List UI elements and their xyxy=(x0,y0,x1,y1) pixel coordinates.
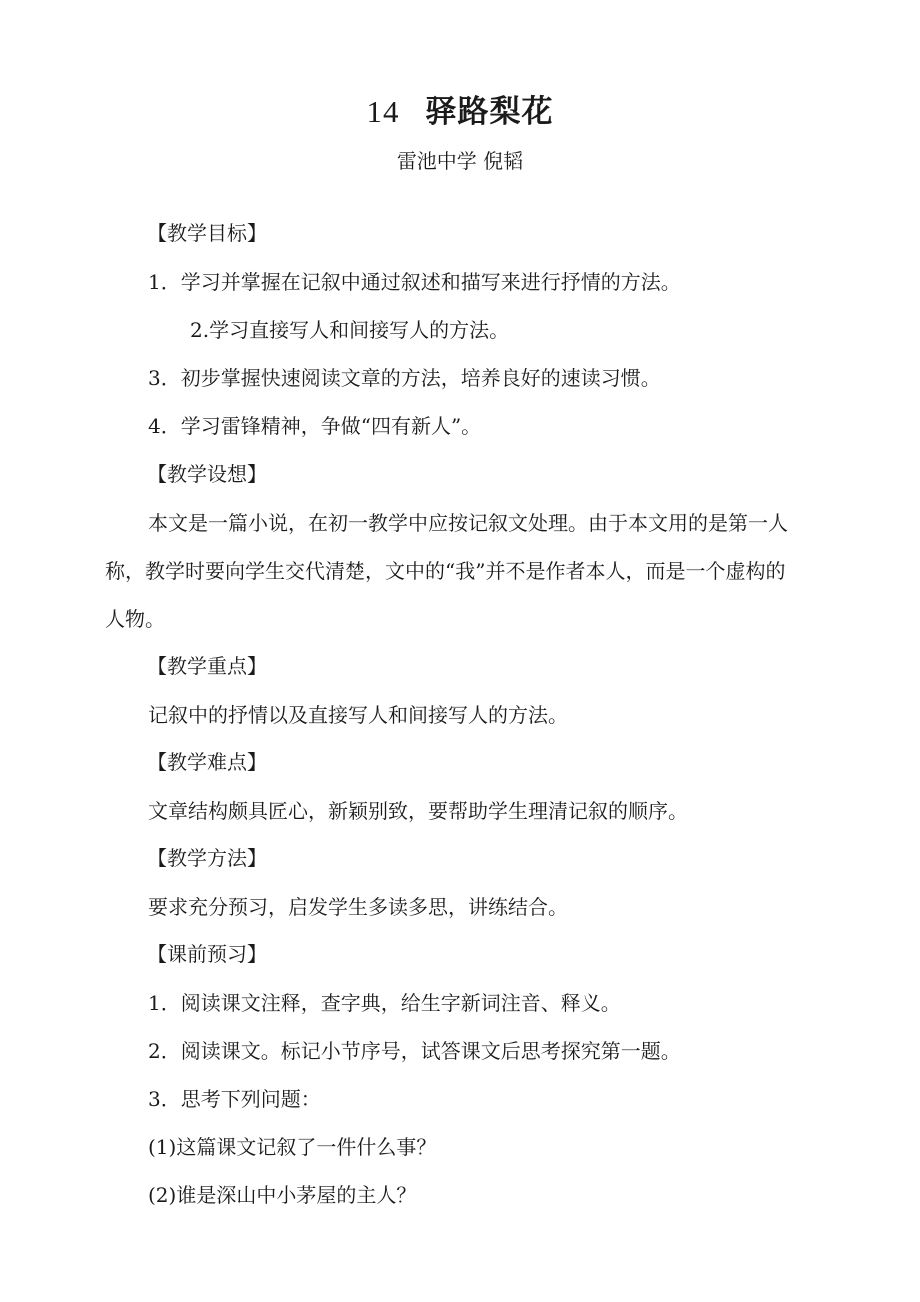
difficulty-heading: 【教学难点】 xyxy=(147,750,267,774)
key-text: 记叙中的抒情以及直接写人和间接写人的方法。 xyxy=(148,703,568,727)
design-heading: 【教学设想】 xyxy=(147,462,267,486)
design-paragraph: 本文是一篇小说，在初一教学中应按记叙文处理。由于本文用的是第一人称，教学时要向学生交代清楚，文中的“我”并不是作者本人，而是一个虚构的人物。 xyxy=(105,511,788,631)
page-title xyxy=(0,92,920,132)
goal-item-1: 1．学习并掌握在记叙中通过叙述和描写来进行抒情的方法。 xyxy=(148,270,681,294)
preview-question-2: (2)谁是深山中小茅屋的主人？ xyxy=(148,1183,417,1207)
lesson-title: 驿路梨花 xyxy=(425,94,554,130)
preview-item-1: 1．阅读课文注释，查字典，给生字新词注音、释义。 xyxy=(148,991,621,1015)
author-line: 雷池中学 倪韬 xyxy=(396,149,524,173)
key-heading: 【教学重点】 xyxy=(147,654,267,678)
difficulty-text: 文章结构颇具匠心，新颖别致，要帮助学生理清记叙的顺序。 xyxy=(148,799,688,823)
preview-question-1: (1)这篇课文记叙了一件什么事？ xyxy=(148,1135,437,1159)
goal-item-3: 3．初步掌握快速阅读文章的方法，培养良好的速读习惯。 xyxy=(148,366,661,390)
preview-heading: 【课前预习】 xyxy=(147,942,267,966)
lesson-number: 14 xyxy=(366,94,400,129)
goal-item-4: 4．学习雷锋精神，争做“四有新人”。 xyxy=(148,414,482,438)
method-text: 要求充分预习，启发学生多读多思，讲练结合。 xyxy=(148,895,568,919)
method-heading: 【教学方法】 xyxy=(147,846,267,870)
preview-item-3: 3．思考下列问题： xyxy=(148,1087,321,1111)
goal-item-2: 2.学习直接写人和间接写人的方法。 xyxy=(190,318,510,342)
goals-heading: 【教学目标】 xyxy=(147,221,267,245)
preview-item-2: 2．阅读课文。标记小节序号，试答课文后思考探究第一题。 xyxy=(148,1039,681,1063)
